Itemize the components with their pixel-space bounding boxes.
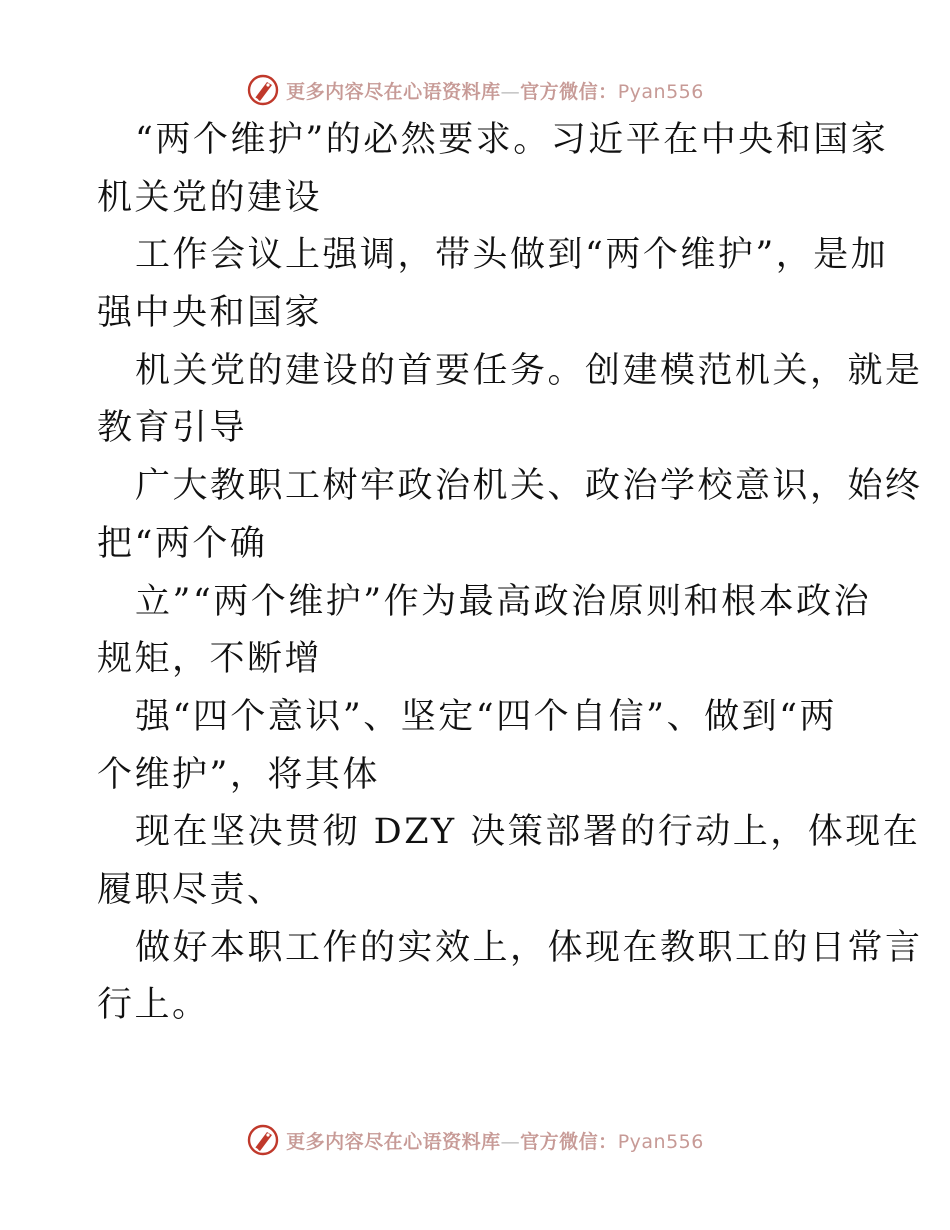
text-line: 机关党的建设	[97, 177, 323, 218]
watermark-text	[286, 77, 704, 104]
text-line: 广大教职工树牢政治机关、政治学校意识，始终	[135, 466, 923, 507]
watermark-dash: —	[500, 80, 521, 103]
text-line: 行上。	[97, 985, 210, 1026]
pen-nib-icon	[246, 1123, 280, 1157]
watermark-footer	[0, 1120, 950, 1160]
text-line: 个维护”，将其体	[97, 754, 380, 795]
watermark-id: Pyan556	[617, 80, 704, 103]
text-line: “两个维护”的必然要求。习近平在中央和国家	[135, 120, 889, 160]
watermark-contact: 官方微信：	[520, 1130, 618, 1153]
text-line: 教育引导	[97, 408, 248, 449]
watermark-id: Pyan556	[617, 1130, 704, 1153]
text-line: 立”“两个维护”作为最高政治原则和根本政治	[135, 581, 872, 622]
text-line: 机关党的建设的首要任务。创建模范机关，就是	[135, 350, 923, 391]
watermark-contact: 官方微信：	[520, 80, 618, 103]
watermark-label: 更多内容尽在心语资料库	[286, 1130, 501, 1153]
text-line: 强“四个意识”、坚定“四个自信”、做到“两	[135, 696, 837, 737]
text-line: 现在坚决贯彻 DZY 决策部署的行动上，体现在	[135, 812, 921, 853]
watermark-text	[286, 1127, 704, 1154]
watermark-label: 更多内容尽在心语资料库	[286, 80, 501, 103]
document-body	[97, 112, 923, 1035]
watermark-dash: —	[500, 1130, 521, 1153]
text-line: 强中央和国家	[97, 293, 323, 334]
watermark-header	[0, 70, 950, 110]
pen-nib-icon	[246, 73, 280, 107]
text-line: 工作会议上强调，带头做到“两个维护”，是加	[135, 235, 889, 276]
text-line: 把“两个确	[97, 523, 268, 564]
text-line: 规矩，不断增	[97, 639, 323, 680]
text-line: 履职尽责、	[97, 869, 285, 910]
text-line: 做好本职工作的实效上，体现在教职工的日常言	[135, 927, 923, 968]
